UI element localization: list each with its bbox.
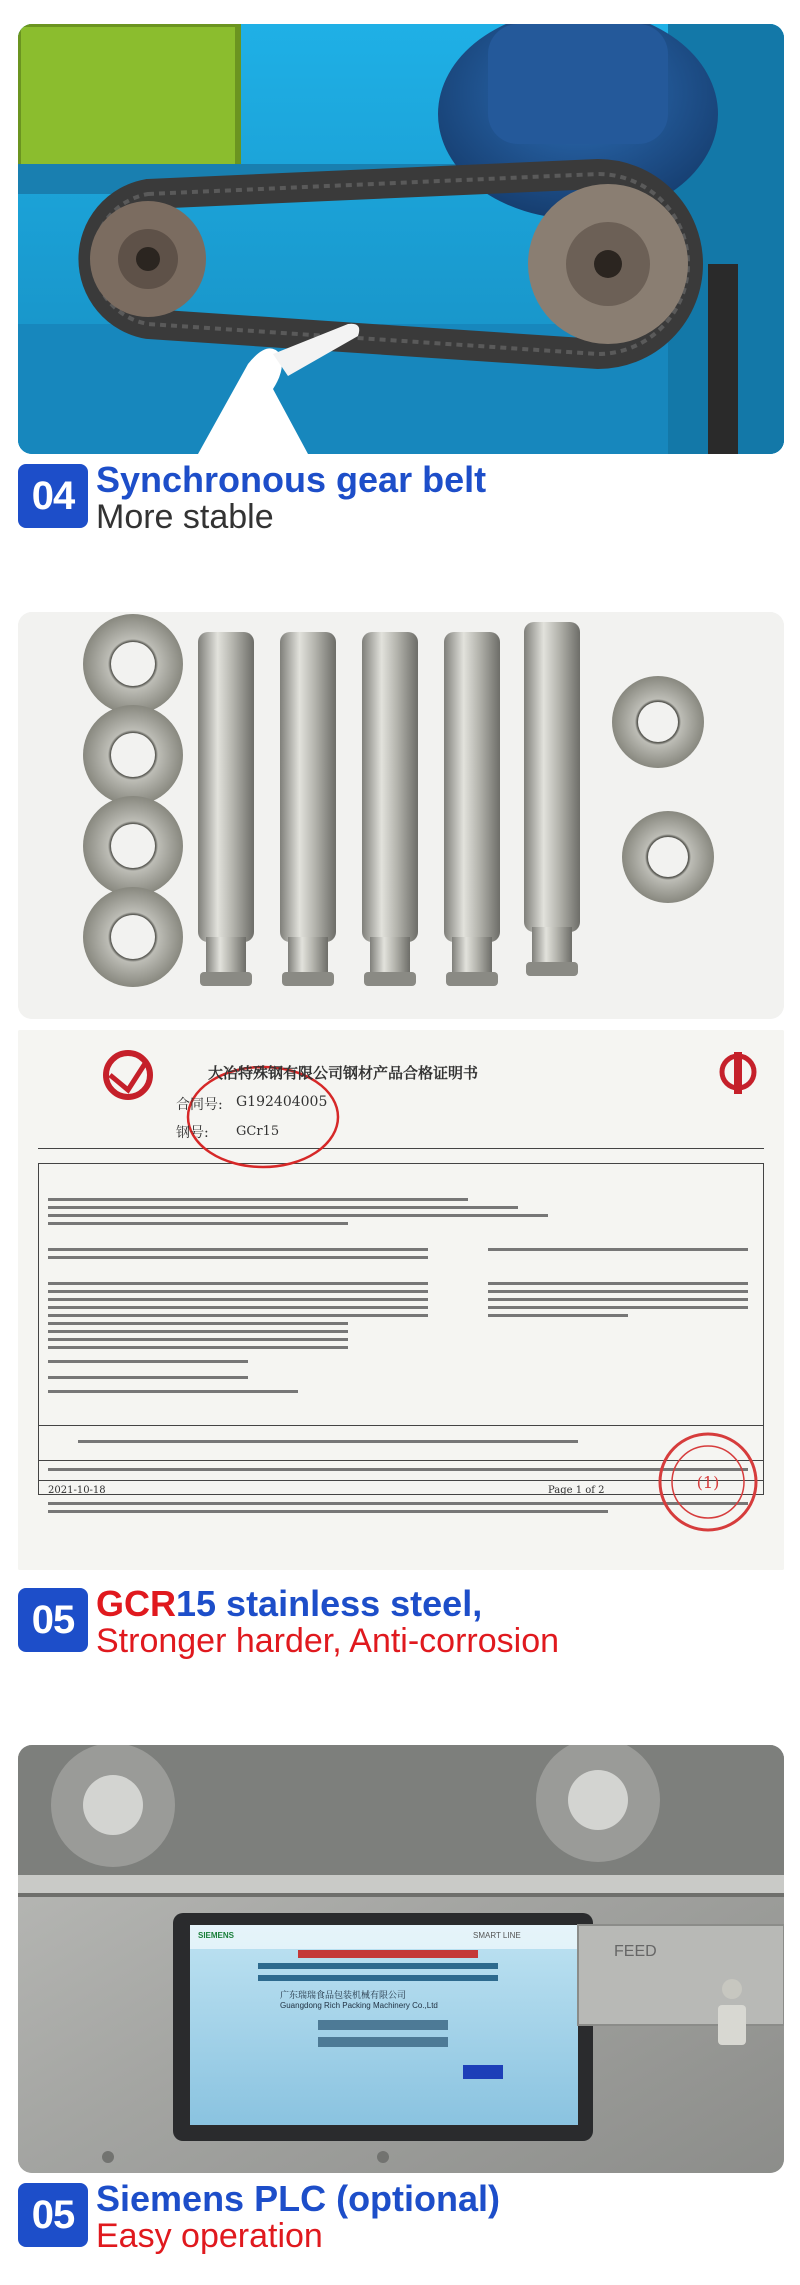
section-title: Siemens PLC (optional) [96,2178,501,2219]
section-subtitle: Stronger harder, Anti-corrosion [96,1622,560,1660]
steel-label: 钢号: [176,1125,209,1141]
feed-panel-label: FEED [614,1943,657,1960]
section-subtitle: Easy operation [96,2217,323,2255]
section-subtitle: More stable [96,498,274,536]
certificate-page: Page 1 of 2 [548,1485,605,1496]
steel-grade: GCr15 [236,1124,280,1139]
section-caption [96,459,487,536]
hmi-company-name-en: Guangdong Rich Packing Machinery Co.,Ltd [280,2001,438,2010]
certificate-date: 2021-10-18 [48,1485,106,1496]
section-number-badge: 05 [18,1588,88,1652]
gear-belt-illustration [18,24,784,454]
title-highlight: GCR [96,1583,176,1624]
hmi-company-name: 广东瑞瑞食品包装机械有限公司 [280,1990,407,2000]
contract-number: G192404005 [236,1094,328,1110]
certificate-company: 大冶特殊钢有限公司钢材产品合格证明书 [208,1064,479,1082]
hmi-series: SMART LINE [473,1931,521,1940]
section-number-badge: 05 [18,2183,88,2247]
section-caption [96,1583,560,1660]
plc-illustration [18,1745,784,2173]
hmi-brand: SIEMENS [198,1931,235,1940]
svg-text:(1): (1) [696,1473,720,1492]
steel-certificate [18,1030,784,1570]
punch-parts-illustration [18,612,784,1019]
section-title [96,1583,559,1624]
gear-belt-photo [18,24,784,454]
section-caption [96,2178,501,2255]
section-title: Synchronous gear belt [96,459,487,500]
contract-label: 合同号: [176,1097,223,1113]
plc-panel-photo [18,1745,784,2173]
certificate-graphics [18,1030,784,1570]
section-number-badge: 04 [18,464,88,528]
title-rest: 15 stainless steel, [176,1583,483,1624]
punch-parts-photo [18,612,784,1019]
